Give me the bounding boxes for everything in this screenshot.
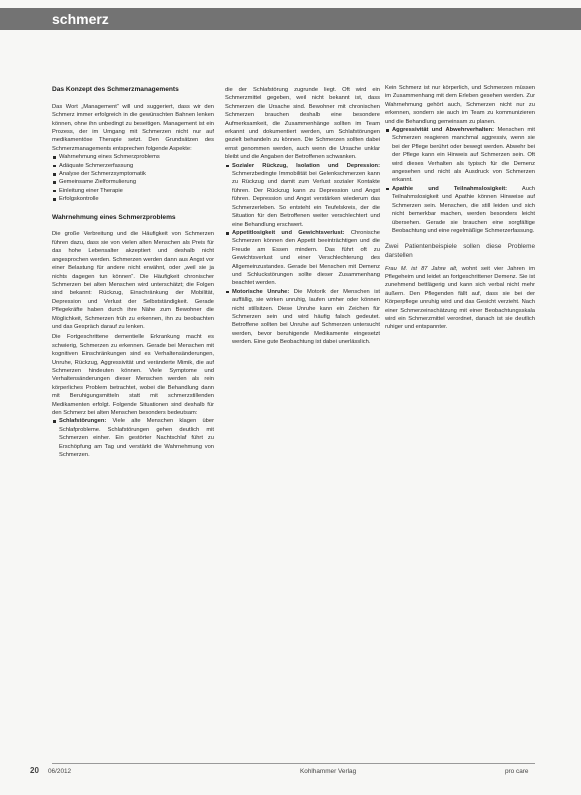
list-term: Apathie und Teilnahmslosigkeit: bbox=[392, 185, 508, 192]
page-footer bbox=[0, 763, 581, 785]
list-item bbox=[52, 417, 214, 459]
list-item bbox=[225, 288, 380, 347]
section-title: schmerz bbox=[52, 11, 109, 27]
journal-label: pro care bbox=[505, 768, 529, 775]
body-paragraph bbox=[385, 265, 535, 332]
list-item bbox=[385, 126, 535, 185]
body-paragraph: Die Fortgeschrittene dementielle Erkrankung macht es schwierig, Schmerzen zu erkennen. Gerade bei Menschen mit kognitiven Einschränkungen sind es Verhaltensänderungen, Unruhe, Rückzug, Aggressivität und veränderte Mimik, die auf Schmerzen hindeuten können. Viele Symptome und Verhaltensänderungen dieser Menschen werden als rein körperliches Problem betrachtet, wobei die Behandlung dann mit Beruhigungsmitteln statt mit schmerzstillenden Medikamenten erfolgt. Folgende Situationen sind deshalb für den Schmerz bei alten Menschen besonders bedeutsam: bbox=[52, 334, 214, 416]
list-term: Appetitlosigkeit und Gewichtsverlust: bbox=[232, 229, 345, 236]
article-column-3 bbox=[385, 84, 535, 764]
list-item: Analyse der Schmerzsymptomatik bbox=[52, 170, 214, 178]
list-item bbox=[385, 185, 535, 235]
list-term: Sozialer Rückzug, Isolation und Depression: bbox=[232, 162, 380, 169]
list-term: Motorische Unruhe: bbox=[232, 288, 290, 295]
list-text: Auch Teilnahmslosigkeit und Apathie können Hinweise auf Schmerzen sein. Menschen, die still leiden und sich nicht bemerkbar machen, werden besonders leicht übersehen. Gerade sie brauchen eine sorgfältige Beobachtung und eine regelmäßige Schmerzerfassung. bbox=[392, 185, 535, 234]
list-term: Aggressivität und Abwehrverhalten: bbox=[392, 127, 495, 134]
case-lead: Frau M. ist 87 Jahre alt, bbox=[385, 265, 458, 272]
publisher-label: Kohlhammer Verlag bbox=[300, 768, 357, 775]
case-text: wohnt seit vier Jahren im Pflegeheim und leidet an fortgeschrittener Demenz. Sie ist zunehmend bettlägerig und kann sich verbal nicht mehr äußern. Den Pflegenden fällt auf, dass sie bei der Körperpflege unruhig wird und das Gesicht verzieht. Nach einer Schmerzeinschätzung mit einer Beobachtungsskala wird ein Schmerzmittel verordnet, danach ist sie deutlich ruhiger und entspannter. bbox=[385, 265, 535, 331]
body-paragraph: Die große Verbreitung und die Häufigkeit von Schmerzen führen dazu, dass sie von vielen alten Menschen als Preis für das hohe Lebensalter akzeptiert und deshalb nicht angesprochen werden. Schmerzen werden dann aus Angst vor einer Belastung für andere nicht erwähnt, oder „weil sie ja nichts dagegen tun können“. Die Häufigkeit chronischer Schmerzen bei alten Menschen wird unterschätzt; die Folgen sind bekannt: Rückzug, Einschränkung der Mobilität, Depression und Verlust der Selbstständigkeit. Gerade Pflegekräfte haben durch ihre Nähe zum Bewohner die Möglichkeit, Schmerzen früh zu erkennen, ihn zu beobachten und das Gespräch darauf zu lenken. bbox=[52, 231, 214, 330]
page-number: 20 bbox=[30, 766, 39, 775]
sub-heading: Zwei Patientenbeispiele sollen diese Probleme darstellen bbox=[385, 243, 535, 259]
aspect-list bbox=[52, 153, 214, 203]
section-heading: Das Konzept des Schmerzmanagements bbox=[52, 86, 179, 93]
body-paragraph: die der Schlafstörung zugrunde liegt. Oft wird ein Schmerzmittel gegeben, weil nicht bekannt ist, dass Schmerzen die Ursache sind. Bewohner mit chronischen Schmerzen brauchen deshalb eine besondere Aufmerksamkeit, die Zusammenhänge sollten im Team erkannt und dokumentiert werden, um Schlafstörungen gezielt behandeln zu können. Die Schmerzen sollten dabei ernst genommen werden, auch wenn die Ursache unklar bleibt und die Angaben der Betroffenen schwanken. bbox=[225, 87, 380, 161]
body-paragraph: Das Wort „Management“ will und suggeriert, dass wir den Schmerz immer erfolgreich in die gewünschten Bahnen lenken können, ohne ihn unbedingt zu beseitigen. Management ist ein Prozess, der im Umgang mit Schmerzen nicht nur auf medikamentöse Therapie setzt. Den Grundsätzen des Schmerzmanagements entsprechen folgende Aspekte: bbox=[52, 103, 214, 152]
list-text: Menschen mit Schmerzen reagieren manchmal aggressiv, wenn sie bei der Pflege berührt oder bewegt werden. Abwehr bei der Pflege kann ein Hinweis auf Schmerzen sein. Oft wird dieses Verhalten als typisch für die Demenz angesehen und nicht als Ausdruck von Schmerzen erkannt. bbox=[392, 127, 535, 184]
list-item: Wahrnehmung eines Schmerzproblems bbox=[52, 153, 214, 161]
list-item: Adäquate Schmerzerfassung bbox=[52, 162, 214, 170]
symptom-list bbox=[225, 162, 380, 347]
body-paragraph: Kein Schmerz ist nur körperlich, und Schmerzen müssen im Zusammenhang mit dem Erleben gesehen werden. Zur Wahrnehmung gehört auch, Schmerzen nicht nur zu erkennen, sondern sie auch im Team zu kommunizieren und die Behandlung gemeinsam zu planen. bbox=[385, 85, 535, 125]
section-header-bar bbox=[0, 8, 581, 30]
list-text: Chronische Schmerzen können den Appetit beeinträchtigen und die Freude am Essen mindern. Das führt oft zu Gewichtsverlust und einer Verschlechterung des Allgemeinzustandes. Gerade bei Menschen mit Demenz und Schluckstörungen sollte dieser Zusammenhang beachtet werden. bbox=[232, 229, 380, 287]
list-text: Die Motorik der Menschen ist auffällig, sie wirken unruhig, laufen umher oder können nicht stillsitzen. Diese Unruhe kann ein Zeichen für Schmerzen sein und wird häufig falsch gedeutet. Betroffene sollten bei Unruhe auf Schmerzen untersucht werden, bevor beruhigende Medikamente eingesetzt werden. Eine gute Beobachtung ist dabei unerlässlich. bbox=[232, 288, 380, 346]
symptom-list bbox=[52, 417, 214, 459]
list-item: Gemeinsame Zielformulierung bbox=[52, 178, 214, 186]
issue-label: 06/2012 bbox=[48, 768, 72, 775]
list-item: Erfolgskontrolle bbox=[52, 195, 214, 203]
list-text: Schmerzbedingte Immobilität bei Gelenkschmerzen kann zu Rückzug und damit zum Verlust sozialer Kontakte führen. Der Rückzug kann zu Depression und Angst führen. Depression und Angst verstärken wiederum das Schmerzerleben. So entsteht ein Teufelskreis, der die Situation für den Betroffenen weiter verschlechtert und eine Behandlung erschwert. bbox=[232, 171, 380, 228]
article-column-2 bbox=[225, 86, 380, 766]
list-item: Einleitung einer Therapie bbox=[52, 187, 214, 195]
list-item bbox=[225, 162, 380, 229]
list-term: Schlafstörungen: bbox=[59, 418, 107, 425]
section-heading: Wahrnehmung eines Schmerzproblems bbox=[52, 213, 176, 221]
symptom-list bbox=[385, 126, 535, 235]
list-text: Viele alte Menschen klagen über Schlafprobleme. Schlafstörungen gehen deutlich mit Schmerzen einher. Ein gestörter Nachtschlaf führt zu Erschöpfung am Tag und verstärkt die Wahrnehmung von Schmerzen. bbox=[59, 418, 214, 459]
article-column-1 bbox=[52, 86, 214, 766]
footer-divider bbox=[52, 763, 535, 764]
list-item bbox=[225, 229, 380, 288]
